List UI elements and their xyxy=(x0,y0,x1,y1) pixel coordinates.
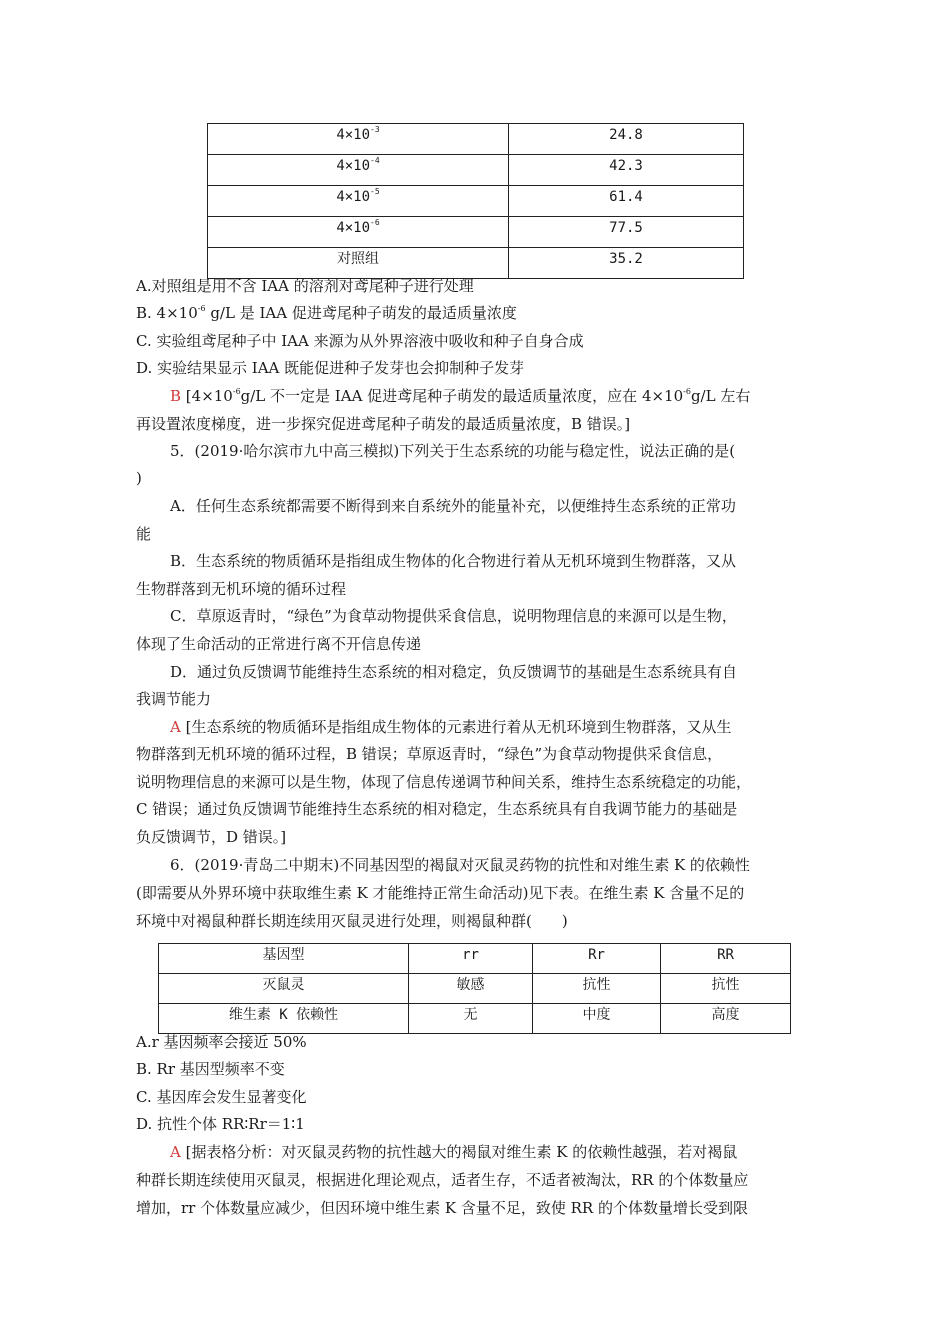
q4-option-b: B. $4\times 10^{-6}$ g/L 是 IAA 促进鸢尾种子萌发的最适质量浓度 xyxy=(136,304,517,322)
q5-explanation-line: 物群落到无机环境的循环过程，B 错误；草原返青时，“绿色”为食草动物提供采食信息， xyxy=(136,745,723,763)
table-cell: $4\times 10^{-4}$ xyxy=(208,155,509,186)
q5-explanation-line: A [生态系统的物质循环是指组成生物体的元素进行着从无机环境到生物群落，又从生 xyxy=(170,718,732,736)
table-cell: $4\times 10^{-3}$ xyxy=(208,124,509,155)
table-cell: 24.8 xyxy=(509,124,744,155)
q6-stem: (即需要从外界环境中获取维生素 K 才能维持正常生命活动)见下表。在维生素 K 含量不足的 xyxy=(136,884,745,902)
table-cell: 高度 xyxy=(661,1004,791,1034)
table-row xyxy=(208,155,744,186)
q4-option-a: A.对照组是用不含 IAA 的溶剂对鸢尾种子进行处理 xyxy=(136,277,474,295)
table-row xyxy=(159,1004,791,1034)
q6-explanation-line: 增加，rr 个体数量应减少，但因环境中维生素 K 含量不足，致使 RR 的个体数量增长受到限 xyxy=(136,1199,748,1217)
q5-option-d: D．通过负反馈调节能维持生态系统的相对稳定，负反馈调节的基础是生态系统具有自 xyxy=(170,663,738,681)
answer-letter: A xyxy=(170,1143,181,1161)
q6-stem: 环境中对褐鼠种群长期连续用灭鼠灵进行处理，则褐鼠种群( ) xyxy=(136,912,568,930)
q5-stem: ) xyxy=(136,469,142,487)
q5-option-a: 能 xyxy=(136,525,152,543)
table-cell: 61.4 xyxy=(509,186,744,217)
table-header-cell: RR xyxy=(661,944,791,974)
q5-stem: 5．(2019·哈尔滨市九中高三模拟)下列关于生态系统的功能与稳定性，说法正确的是( xyxy=(170,442,736,460)
q6-option-b: B. Rr 基因型频率不变 xyxy=(136,1060,285,1078)
answer-letter: B xyxy=(170,387,182,405)
q5-option-a: A．任何生态系统都需要不断得到来自系统外的能量补充，以便维持生态系统的正常功 xyxy=(170,497,736,515)
q4-explanation-line: 再设置浓度梯度，进一步探究促进鸢尾种子萌发的最适质量浓度，B 错误。] xyxy=(136,415,631,433)
table-cell: 灭鼠灵 xyxy=(159,974,409,1004)
table-cell: 42.3 xyxy=(509,155,744,186)
q6-explanation-line: 种群长期连续使用灭鼠灵，根据进化理论观点，适者生存，不适者被淘汰，RR 的个体数量应 xyxy=(136,1171,749,1189)
q6-stem: 6．(2019·青岛二中期末)不同基因型的褐鼠对灭鼠灵药物的抗性和对维生素 K 的依赖性 xyxy=(170,856,750,874)
table-cell: 无 xyxy=(409,1004,533,1034)
table-header-cell: 基因型 xyxy=(159,944,409,974)
table-cell: $4\times 10^{-6}$ xyxy=(208,217,509,248)
q5-explanation-line: 负反馈调节，D 错误。] xyxy=(136,828,287,846)
table-cell: 抗性 xyxy=(661,974,791,1004)
q4-option-d: D. 实验结果显示 IAA 既能促进种子发芽也会抑制种子发芽 xyxy=(136,359,525,377)
q5-option-b: B．生态系统的物质循环是指组成生物体的化合物进行着从无机环境到生物群落，又从 xyxy=(170,552,737,570)
q5-option-c: 体现了生命活动的正常进行离不开信息传递 xyxy=(136,635,422,653)
table-cell: 77.5 xyxy=(509,217,744,248)
table-cell: 维生素 K 依赖性 xyxy=(159,1004,409,1034)
q6-option-d: D. 抗性个体 RR∶Rr＝1∶1 xyxy=(136,1115,305,1133)
genotype-table xyxy=(158,943,791,1034)
q4-explanation-line: B [$4\times 10^{-6}g/L$ 不一定是 IAA 促进鸢尾种子萌发的最适质量浓度，应在 $4\times 10^{-6}g/L$ 左右 xyxy=(170,387,751,405)
table-cell: 中度 xyxy=(533,1004,661,1034)
table-cell: 敏感 xyxy=(409,974,533,1004)
table-cell: $4\times 10^{-5}$ xyxy=(208,186,509,217)
q5-explanation-line: 说明物理信息的来源可以是生物，体现了信息传递调节种间关系，维持生态系统稳定的功能， xyxy=(136,773,752,791)
q5-option-c: C．草原返青时，“绿色”为食草动物提供采食信息，说明物理信息的来源可以是生物， xyxy=(170,607,737,625)
table-row xyxy=(159,974,791,1004)
table-row xyxy=(208,186,744,217)
table-row xyxy=(208,248,744,279)
q6-option-a: A.r 基因频率会接近 50% xyxy=(136,1033,307,1051)
table-header-row xyxy=(159,944,791,974)
q6-option-c: C. 基因库会发生显著变化 xyxy=(136,1088,307,1106)
q5-option-b: 生物群落到无机环境的循环过程 xyxy=(136,580,347,598)
table-cell: 35.2 xyxy=(509,248,744,279)
table-cell: 抗性 xyxy=(533,974,661,1004)
q5-option-d: 我调节能力 xyxy=(136,690,212,708)
table-header-cell: Rr xyxy=(533,944,661,974)
answer-letter: A xyxy=(170,718,181,736)
iaa-concentration-table xyxy=(207,123,744,279)
table-header-cell: rr xyxy=(409,944,533,974)
table-row xyxy=(208,217,744,248)
q6-explanation-line: A [据表格分析：对灭鼠灵药物的抗性越大的褐鼠对维生素 K 的依赖性越强，若对褐鼠 xyxy=(170,1143,738,1161)
table-cell: 对照组 xyxy=(208,248,509,279)
q5-explanation-line: C 错误；通过负反馈调节能维持生态系统的相对稳定，生态系统具有自我调节能力的基础是 xyxy=(136,800,738,818)
q4-option-c: C. 实验组鸢尾种子中 IAA 来源为从外界溶液中吸收和种子自身合成 xyxy=(136,332,584,350)
table-row xyxy=(208,124,744,155)
